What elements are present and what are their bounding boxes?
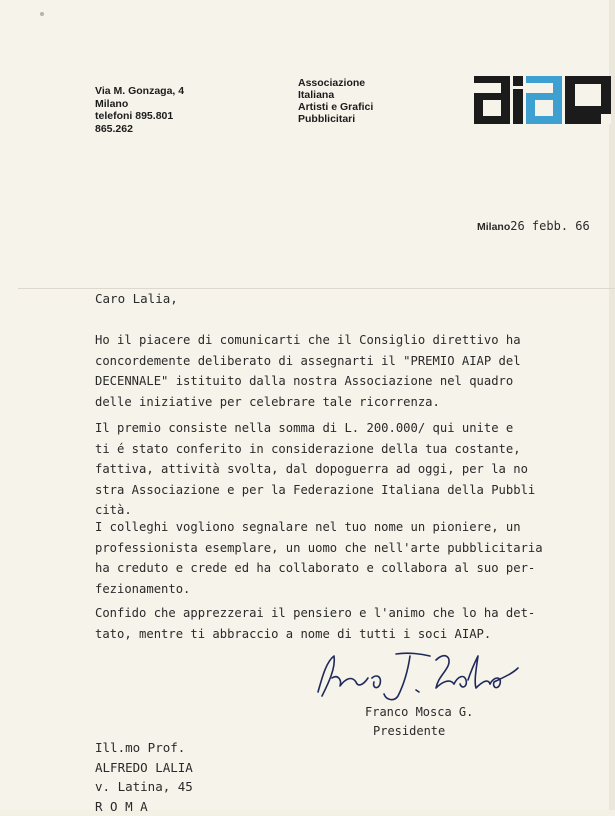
paper-mark: [40, 12, 44, 16]
address-line: Via M. Gonzaga, 4: [95, 85, 184, 98]
text-line: Confido che apprezzerai il pensiero e l'animo che lo ha det-: [95, 603, 595, 624]
text-line: stra Associazione e per la Federazione Italiana della Pubbli: [95, 480, 595, 501]
signatory-title: Presidente: [365, 722, 473, 741]
signature-block: [365, 703, 473, 741]
text-line: Il premio consiste nella somma di L. 200.000/ qui unite e: [95, 418, 595, 439]
text-line: ha creduto e crede ed ha collaborato e collabora al suo per-: [95, 558, 595, 579]
association-line: Italiana: [298, 89, 373, 101]
address-line: telefoni 895.801: [95, 110, 184, 123]
logo-letter-a: [474, 76, 510, 124]
sender-address: [95, 85, 184, 135]
signatory-name: Franco Mosca G.: [365, 703, 473, 722]
logo-letter-p: [565, 76, 611, 124]
aiap-logo: [474, 76, 614, 126]
recipient-line: R O M A: [95, 797, 193, 816]
association-line: Pubblicitari: [298, 113, 373, 125]
handwritten-signature: [312, 648, 522, 704]
association-line: Associazione: [298, 77, 373, 89]
text-line: concordemente deliberato di assegnarti il "PREMIO AIAP del: [95, 351, 595, 372]
text-line: fattiva, attività svolta, dal dopoguerra ad oggi, per la no: [95, 459, 595, 480]
text-line: tato, mentre ti abbraccio a nome di tutti i soci AIAP.: [95, 624, 595, 645]
text-line: DECENNALE" istituito dalla nostra Associazione nel quadro: [95, 371, 595, 392]
text-line: Ho il piacere di comunicarti che il Consiglio direttivo ha: [95, 330, 595, 351]
paragraph-2: [95, 418, 595, 521]
text-line: cità.: [95, 500, 595, 521]
paragraph-3: [95, 517, 595, 599]
logo-letter-a-accent: [526, 76, 562, 124]
address-line: 865.262: [95, 123, 184, 136]
text-line: delle iniziative per celebrare tale ricorrenza.: [95, 392, 595, 413]
paragraph-4: [95, 603, 595, 644]
logo-letter-i: [513, 76, 523, 124]
association-name: [298, 77, 373, 125]
letter-date: [477, 219, 590, 233]
date-city: Milano: [477, 221, 510, 233]
paper-fold: [18, 288, 615, 289]
recipient-line: Ill.mo Prof.: [95, 738, 193, 758]
recipient-line: ALFREDO LALIA: [95, 758, 193, 778]
recipient-address: [95, 738, 193, 816]
greeting: Caro Lalia,: [95, 291, 178, 306]
text-line: I colleghi vogliono segnalare nel tuo nome un pioniere, un: [95, 517, 595, 538]
text-line: professionista esemplare, un uomo che nell'arte pubblicitaria: [95, 538, 595, 559]
recipient-line: v. Latina, 45: [95, 777, 193, 797]
paragraph-1: [95, 330, 595, 412]
association-line: Artisti e Grafici: [298, 101, 373, 113]
text-line: fezionamento.: [95, 579, 595, 600]
address-line: Milano: [95, 98, 184, 111]
date-text: 26 febb. 66: [510, 219, 589, 233]
text-line: ti é stato conferito in considerazione della tua costante,: [95, 439, 595, 460]
